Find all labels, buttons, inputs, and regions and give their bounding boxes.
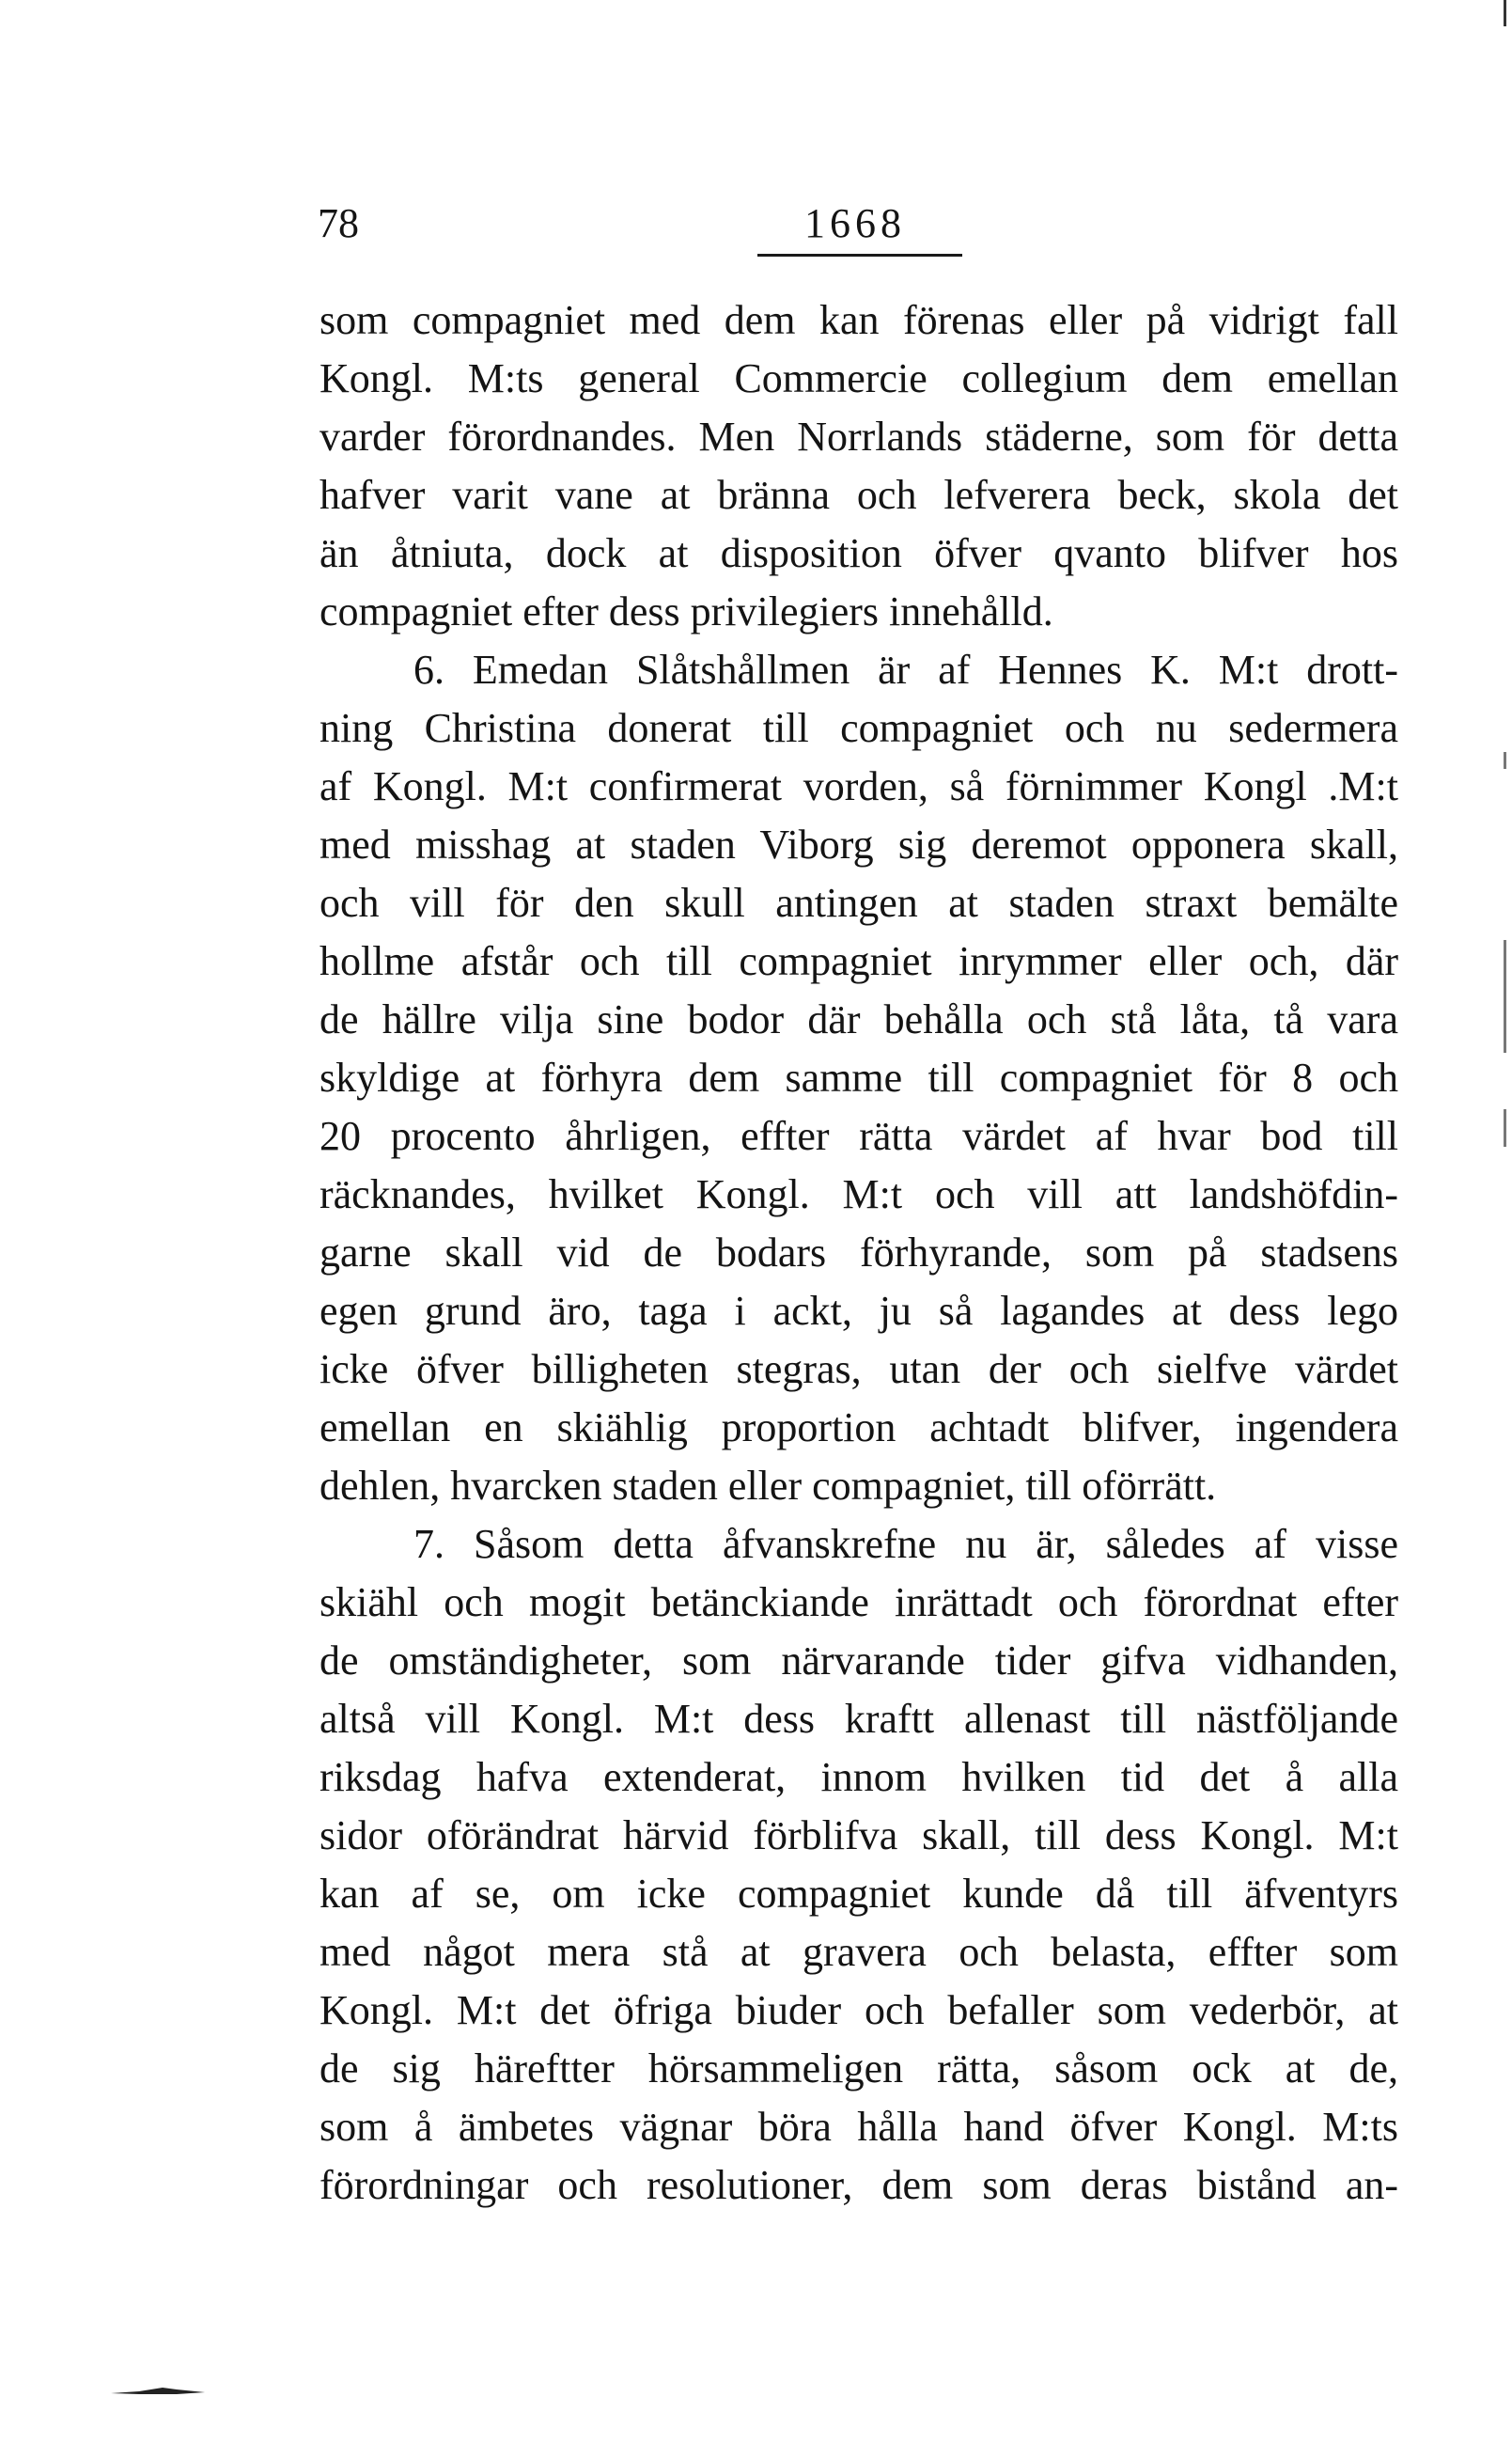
edge-speck xyxy=(1504,1109,1506,1147)
text-line: skyldige at förhyra dem samme till compagniet för 8 och xyxy=(320,1055,1398,1101)
text-line: sidor oförändrat härvid förblifva skall, till dess Kongl. M:t xyxy=(320,1812,1398,1858)
text-line: de sig häreftter hörsammeligen rätta, såsom ock at de, xyxy=(320,2045,1398,2092)
text-line: garne skall vid de bodars förhyrande, som på stadsens xyxy=(320,1230,1398,1276)
text-line: egen grund äro, taga i ackt, ju så lagandes at dess lego xyxy=(320,1288,1398,1334)
text-line: de omständigheter, som närvarande tider gifva vidhanden, xyxy=(320,1637,1398,1684)
text-line: 6. Emedan Slåtshållmen är af Hennes K. M:t drott- xyxy=(413,647,1398,693)
text-line: Kongl. M:t det öfriga biuder och befaller som vederbör, at xyxy=(320,1987,1398,2033)
edge-speck xyxy=(1504,752,1506,769)
text-line: hafver varit vane at bränna och lefverera beck, skola det xyxy=(320,472,1398,518)
text-line: riksdag hafva extenderat, innom hvilken tid det å alla xyxy=(320,1754,1398,1800)
text-line: ning Christina donerat till compagniet och nu sedermera xyxy=(320,705,1398,751)
text-line: hollme afstår och till compagniet inrymmer eller och, där xyxy=(320,938,1398,984)
text-line: med misshag at staden Viborg sig deremot opponera skall, xyxy=(320,822,1398,868)
text-line: de hällre vilja sine bodor där behålla och stå låta, tå vara xyxy=(320,996,1398,1042)
text-line: varder förordnandes. Men Norrlands städerne, som för detta xyxy=(320,414,1398,460)
text-line: som å ämbetes vägnar böra hålla hand öfver Kongl. M:ts xyxy=(320,2104,1398,2150)
edge-speck xyxy=(1504,940,1506,1053)
text-line: Kongl. M:ts general Commercie collegium dem emellan xyxy=(320,355,1398,401)
header-rule xyxy=(757,254,962,257)
text-line: af Kongl. M:t confirmerat vorden, så förnimmer Kongl .M:t xyxy=(320,763,1398,809)
text-line: än åtniuta, dock at disposition öfver qvanto blifver hos xyxy=(320,530,1398,576)
text-line: 7. Såsom detta åfvanskrefne nu är, således af visse xyxy=(413,1521,1398,1567)
text-line: emellan en skiählig proportion achtadt blifver, ingendera xyxy=(320,1404,1398,1450)
edge-mark xyxy=(1504,0,1506,26)
text-line: förordningar och resolutioner, dem som deras bistånd an- xyxy=(320,2162,1398,2208)
page-header-year: 1668 xyxy=(804,200,906,246)
page-number: 78 xyxy=(318,200,359,246)
text-line: skiähl och mogit betänckiande inrättadt och förordnat efter xyxy=(320,1579,1398,1625)
text-line: compagniet efter dess privilegiers innehålld. xyxy=(320,588,1053,634)
body-text xyxy=(320,291,1398,2215)
text-line: som compagniet med dem kan förenas eller på vidrigt fall xyxy=(320,297,1398,343)
text-line: och vill för den skull antingen at staden straxt bemälte xyxy=(320,880,1398,926)
text-line: icke öfver billigheten stegras, utan der och sielfve värdet xyxy=(320,1346,1398,1392)
text-line: kan af se, om icke compagniet kunde då till äfventyrs xyxy=(320,1871,1398,1917)
margin-mark xyxy=(111,2386,205,2395)
text-line: 20 procento åhrligen, effter rätta värdet af hvar bod till xyxy=(320,1113,1398,1159)
text-line: dehlen, hvarcken staden eller compagniet, till oförrätt. xyxy=(320,1463,1217,1509)
text-line: räcknandes, hvilket Kongl. M:t och vill att landshöfdin- xyxy=(320,1171,1398,1217)
text-line: med något mera stå at gravera och belasta, effter som xyxy=(320,1929,1398,1975)
text-line: altså vill Kongl. M:t dess kraftt allenast till nästföljande xyxy=(320,1696,1398,1742)
